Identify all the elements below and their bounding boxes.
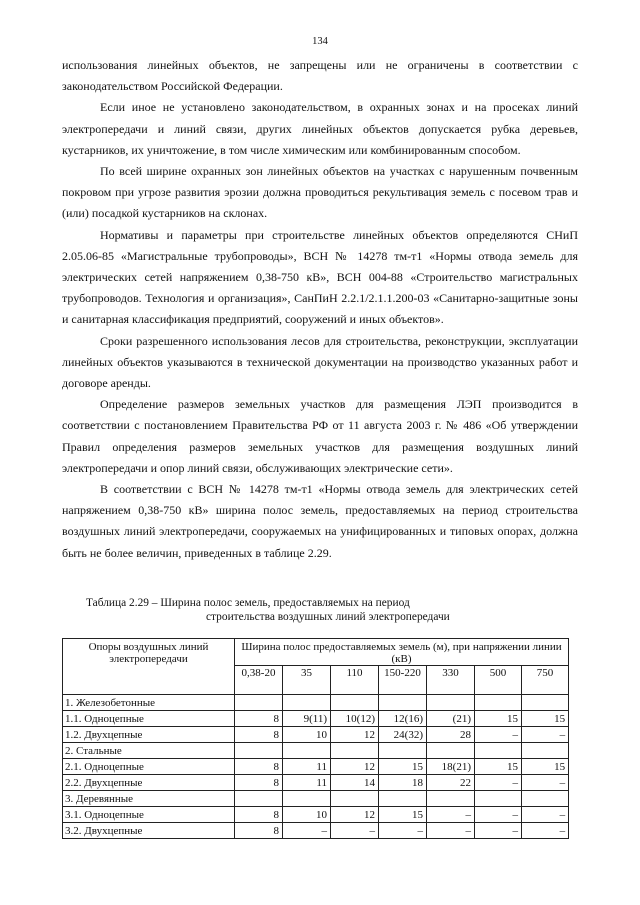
table-cell: 15 (475, 711, 522, 727)
row-label: 3.1. Одноцепные (63, 807, 235, 823)
voltage-header: 150-220 (379, 666, 427, 695)
table-row (63, 823, 569, 839)
row-label: 3.2. Двухцепные (63, 823, 235, 839)
table-cell: – (475, 823, 522, 839)
table-cell: 15 (522, 759, 569, 775)
table-group-row (63, 695, 569, 711)
table-cell: 8 (235, 711, 283, 727)
voltage-header: 35 (283, 666, 331, 695)
row-label: 2.1. Одноцепные (63, 759, 235, 775)
table-cell: 11 (283, 759, 331, 775)
table-cell (283, 743, 331, 759)
table-caption (86, 596, 556, 624)
paragraph: В соответствии с ВСН № 14278 тм-т1 «Нормы отвода земель для электрических сетей напряжением 0,38-750 кВ» ширина полос земель, предоставляемых на период строительства воздушных линий электропередачи, сооружаемых на унифицированных и типовых опорах, должна быть не более величин, приведенных в таблице 2.29. (62, 482, 578, 560)
table-row (63, 759, 569, 775)
table-cell: 15 (475, 759, 522, 775)
table-cell: 15 (522, 711, 569, 727)
header-width-group: Ширина полос предоставляемых земель (м), при напряжении линии (кВ) (235, 639, 569, 666)
table-cell: 18(21) (427, 759, 475, 775)
paragraph: По всей ширине охранных зон линейных объектов на участках с нарушенным почвенным покровом при угрозе развития эрозии должна проводиться рекультивация земель с посевом трав и (или) посадкой кустарников на склонах. (62, 164, 578, 221)
table-cell: 12 (331, 727, 379, 743)
table-row (63, 775, 569, 791)
table-cell (283, 695, 331, 711)
table-cell: 22 (427, 775, 475, 791)
paragraph: Определение размеров земельных участков для размещения ЛЭП производится в соответствии с постановлением Правительства РФ от 11 августа 2003 г. № 486 «Об утверждении Правил определения размеров земельных участков для размещения воздушных линий электропередачи и опор линий связи, обслуживающих электрические сети». (62, 397, 578, 475)
table-cell: – (522, 823, 569, 839)
group-label: 2. Стальные (63, 743, 235, 759)
table-caption-line: строительства воздушных линий электропередачи (206, 611, 450, 623)
table-cell: (21) (427, 711, 475, 727)
body-text (62, 55, 578, 564)
table-cell: 12 (331, 759, 379, 775)
voltage-header: 110 (331, 666, 379, 695)
land-width-table (62, 638, 569, 839)
group-label: 3. Деревянные (63, 791, 235, 807)
table-cell (379, 743, 427, 759)
table-body (63, 695, 569, 839)
table-cell: 24(32) (379, 727, 427, 743)
table-cell (427, 695, 475, 711)
row-label: 1.2. Двухцепные (63, 727, 235, 743)
group-label: 1. Железобетонные (63, 695, 235, 711)
table-group-row (63, 791, 569, 807)
table-cell: 18 (379, 775, 427, 791)
table-cell: 8 (235, 775, 283, 791)
table-cell: – (475, 775, 522, 791)
table-cell (522, 791, 569, 807)
table-cell: 8 (235, 807, 283, 823)
table-cell: – (331, 823, 379, 839)
table-row (63, 711, 569, 727)
voltage-header: 750 (522, 666, 569, 695)
table-cell (427, 791, 475, 807)
paragraph: Нормативы и параметры при строительстве линейных объектов определяются СНиП 2.05.06-85 «Магистральные трубопроводы», ВСН № 14278 тм-т1 «Нормы отвода земель для электрических сетей напряжением 0,38-750 кВ», ВСН 004-88 «Строительство магистральных трубопроводов. Технология и организация», СанПиН 2.2.1/2.1.1.200-03 «Санитарно-защитные зоны и санитарная классификация предприятий, сооружений и иных объектов». (62, 227, 578, 327)
table-cell: 8 (235, 727, 283, 743)
table-cell: 8 (235, 823, 283, 839)
table-cell (475, 695, 522, 711)
table-cell: 15 (379, 759, 427, 775)
voltage-header: 0,38-20 (235, 666, 283, 695)
table-cell (522, 743, 569, 759)
paragraph: использования линейных объектов, не запрещены или не ограничены в соответствии с законодательством Российской Федерации. (62, 58, 578, 94)
table-cell (235, 695, 283, 711)
table-cell: 10 (283, 807, 331, 823)
table-cell: 28 (427, 727, 475, 743)
table-cell: 12(16) (379, 711, 427, 727)
header-support-type: Опоры воздушных линий электропередачи (63, 639, 235, 695)
table-cell (235, 743, 283, 759)
table-cell: 14 (331, 775, 379, 791)
table-cell: – (283, 823, 331, 839)
table-cell: 12 (331, 807, 379, 823)
table-cell (475, 743, 522, 759)
table-row (63, 807, 569, 823)
voltage-header: 330 (427, 666, 475, 695)
table-cell (427, 743, 475, 759)
paragraph: Сроки разрешенного использования лесов для строительства, реконструкции, эксплуатации линейных объектов указываются в технической документации на производство указанных работ и договоре аренды. (62, 333, 578, 391)
page-number: 134 (312, 36, 328, 47)
table-row (63, 727, 569, 743)
table-cell: 11 (283, 775, 331, 791)
table-cell (379, 695, 427, 711)
table-cell (331, 791, 379, 807)
table-cell (235, 791, 283, 807)
table-cell: – (379, 823, 427, 839)
table-cell (475, 791, 522, 807)
table-cell: 8 (235, 759, 283, 775)
table-cell: – (427, 807, 475, 823)
table-cell: 9(11) (283, 711, 331, 727)
voltage-header: 500 (475, 666, 522, 695)
table-caption-line: Таблица 2.29 – Ширина полос земель, предоставляемых на период (86, 597, 410, 609)
table-cell: – (522, 727, 569, 743)
table-cell (283, 791, 331, 807)
table-cell: 10 (283, 727, 331, 743)
table-cell: – (522, 775, 569, 791)
table-group-row (63, 743, 569, 759)
table-cell: – (427, 823, 475, 839)
table-cell (331, 695, 379, 711)
row-label: 2.2. Двухцепные (63, 775, 235, 791)
table-cell (331, 743, 379, 759)
row-label: 1.1. Одноцепные (63, 711, 235, 727)
table-cell: 15 (379, 807, 427, 823)
table-cell: – (522, 807, 569, 823)
table-cell (522, 695, 569, 711)
table-cell: 10(12) (331, 711, 379, 727)
paragraph: Если иное не установлено законодательством, в охранных зонах и на просеках линий электропередачи и линий связи, других линейных объектов допускается рубка деревьев, кустарников, их уничтожение, в том числе химическим или комбинированным способом. (62, 100, 578, 157)
table-cell (379, 791, 427, 807)
table-cell: – (475, 807, 522, 823)
table-cell: – (475, 727, 522, 743)
